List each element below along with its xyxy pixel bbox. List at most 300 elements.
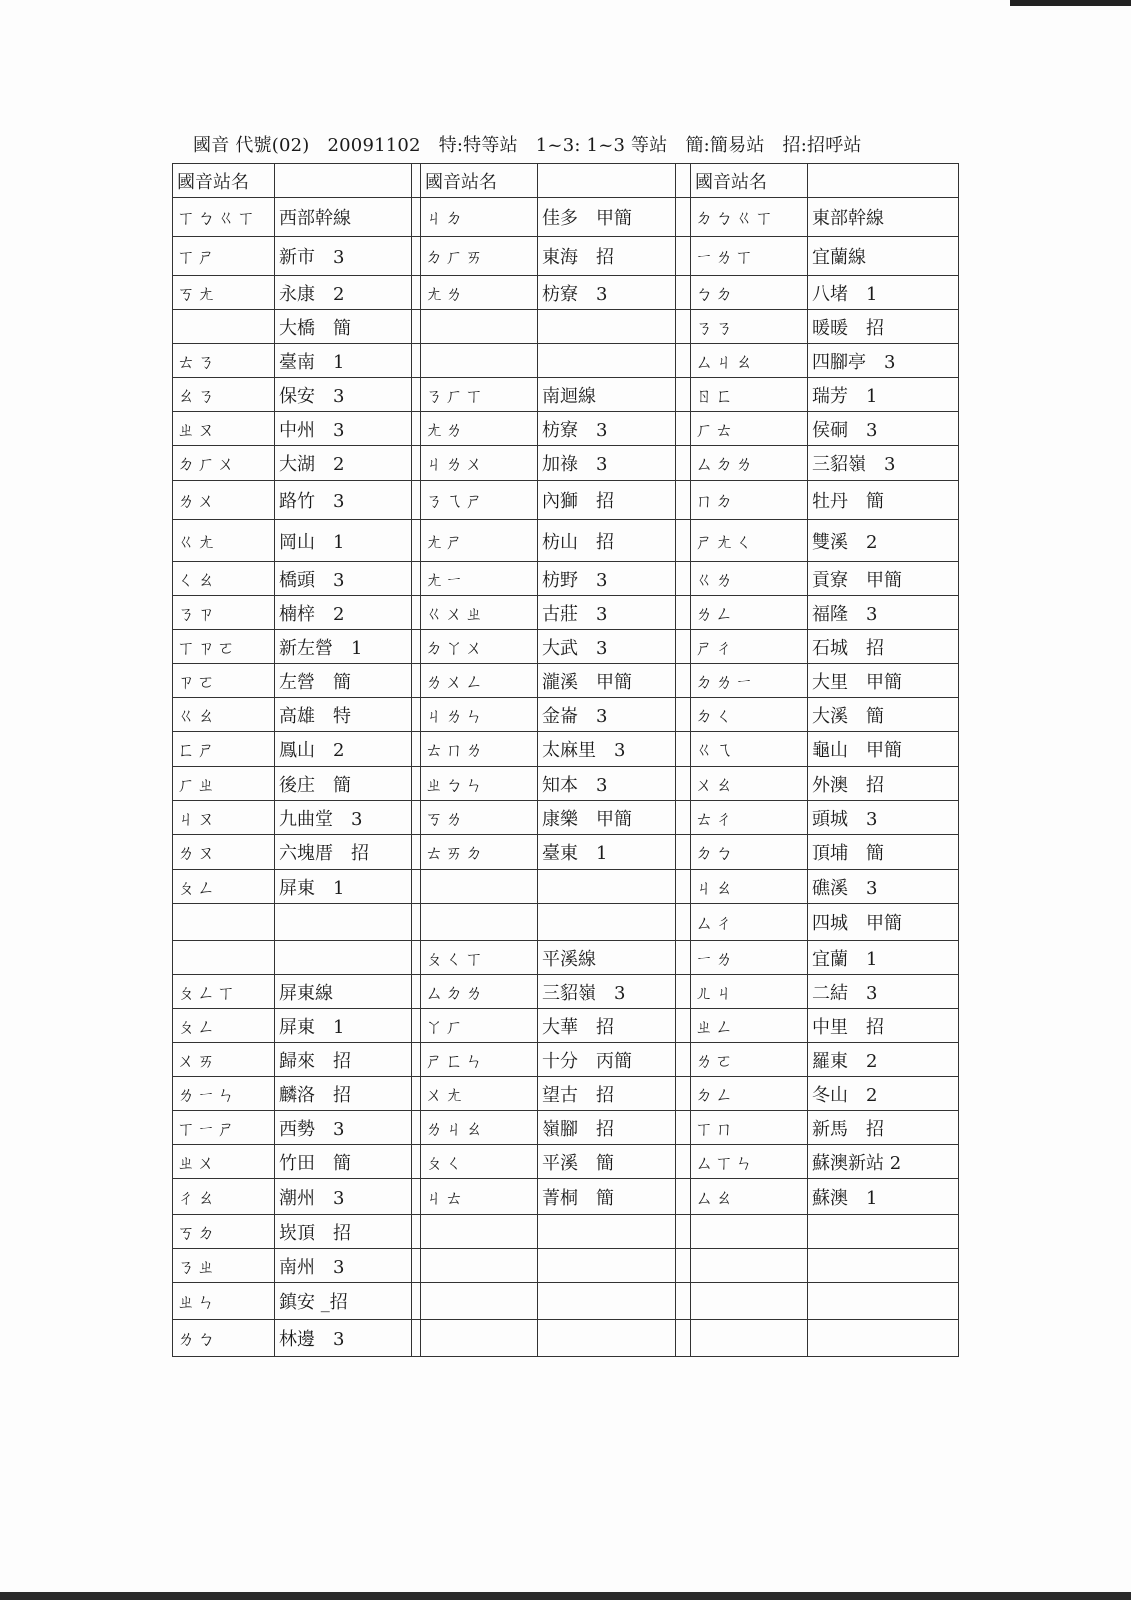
table-row	[173, 520, 959, 562]
zhuyin-code-cell: ㄓㄨ	[173, 1145, 275, 1179]
station-name-cell: 潮州 3	[275, 1179, 412, 1215]
station-name-cell: 大橋 簡	[275, 310, 412, 344]
column-gap	[412, 698, 421, 732]
column-gap	[412, 276, 421, 310]
station-name-cell: 貢寮 甲簡	[808, 562, 959, 596]
zhuyin-code-cell: ㄖㄈ	[691, 378, 808, 412]
column-gap	[676, 1249, 691, 1283]
header-title: 國音 代號(02)	[193, 135, 310, 156]
station-name-cell: 福隆 3	[808, 596, 959, 630]
station-name-cell: 竹田 簡	[275, 1145, 412, 1179]
column-gap	[676, 1145, 691, 1179]
station-name-cell: 四腳亭 3	[808, 344, 959, 378]
column-gap	[676, 904, 691, 941]
station-name-cell	[808, 1215, 959, 1249]
station-name-cell: 太麻里 3	[538, 732, 676, 767]
station-name-cell: 屏東線	[275, 975, 412, 1009]
zhuyin-code-cell: ㄓㄣ	[173, 1283, 275, 1320]
zhuyin-code-cell: ㄋㄗ	[173, 596, 275, 630]
station-name-cell: 羅東 2	[808, 1043, 959, 1077]
table-row	[173, 975, 959, 1009]
table-row	[173, 237, 959, 276]
column-gap	[676, 310, 691, 344]
station-name-cell: 後庄 簡	[275, 767, 412, 801]
zhuyin-code-cell	[173, 941, 275, 975]
zhuyin-code-cell: ㄗㄛ	[173, 664, 275, 698]
station-name-cell: 西勢 3	[275, 1111, 412, 1145]
zhuyin-code-cell: ㄏㄊ	[691, 412, 808, 446]
station-name-cell: 雙溪 2	[808, 520, 959, 562]
col-header-blank	[275, 164, 412, 198]
zhuyin-code-cell	[691, 1215, 808, 1249]
table-row	[173, 1179, 959, 1215]
table-row	[173, 198, 959, 237]
scan-edge-bottom	[0, 1592, 1131, 1600]
zhuyin-code-cell: ㄐㄡ	[173, 801, 275, 835]
station-name-cell: 頂埔 簡	[808, 835, 959, 870]
column-gap	[676, 941, 691, 975]
station-name-cell: 鎮安 _招	[275, 1283, 412, 1320]
column-gap	[412, 630, 421, 664]
header-row	[173, 164, 959, 198]
column-gap	[676, 276, 691, 310]
station-name-cell: 崁頂 招	[275, 1215, 412, 1249]
column-gap	[676, 412, 691, 446]
station-name-cell	[538, 1283, 676, 1320]
column-gap	[676, 446, 691, 481]
station-name-cell	[808, 1283, 959, 1320]
station-name-cell: 中里 招	[808, 1009, 959, 1043]
column-gap	[676, 732, 691, 767]
station-name-cell: 西部幹線	[275, 198, 412, 237]
zhuyin-code-cell	[421, 1249, 538, 1283]
station-name-cell: 加祿 3	[538, 446, 676, 481]
zhuyin-code-cell	[421, 344, 538, 378]
column-gap	[676, 664, 691, 698]
station-name-cell: 石城 招	[808, 630, 959, 664]
legend-class: 1~3: 1~3 等站	[535, 135, 668, 156]
column-gap	[676, 481, 691, 520]
column-gap	[412, 1179, 421, 1215]
column-gap	[676, 1009, 691, 1043]
zhuyin-code-cell	[691, 1249, 808, 1283]
station-name-cell: 南州 3	[275, 1249, 412, 1283]
zhuyin-code-cell: ㄧㄌ	[691, 941, 808, 975]
zhuyin-code-cell: ㄦㄐ	[691, 975, 808, 1009]
column-gap	[676, 562, 691, 596]
zhuyin-code-cell: ㄒㄗㄛ	[173, 630, 275, 664]
station-name-cell: 林邊 3	[275, 1320, 412, 1357]
column-gap	[412, 1111, 421, 1145]
zhuyin-code-cell: ㄉㄥ	[691, 1077, 808, 1111]
column-gap	[412, 446, 421, 481]
column-gap	[676, 767, 691, 801]
zhuyin-code-cell	[421, 310, 538, 344]
station-name-cell	[538, 904, 676, 941]
column-gap	[412, 164, 421, 198]
zhuyin-code-cell	[691, 1320, 808, 1357]
zhuyin-code-cell: ㄊㄞㄉ	[421, 835, 538, 870]
column-gap	[412, 941, 421, 975]
station-table	[172, 163, 959, 1357]
station-name-cell: 中州 3	[275, 412, 412, 446]
station-name-cell: 鳳山 2	[275, 732, 412, 767]
station-name-cell	[538, 344, 676, 378]
station-name-cell	[275, 941, 412, 975]
station-name-cell: 嶺腳 招	[538, 1111, 676, 1145]
station-name-cell: 保安 3	[275, 378, 412, 412]
station-name-cell: 麟洛 招	[275, 1077, 412, 1111]
zhuyin-code-cell: ㄌㄅ	[173, 1320, 275, 1357]
table-row	[173, 664, 959, 698]
zhuyin-code-cell: ㄐㄌㄨ	[421, 446, 538, 481]
station-name-cell: 金崙 3	[538, 698, 676, 732]
column-gap	[412, 1283, 421, 1320]
zhuyin-code-cell	[421, 1215, 538, 1249]
zhuyin-code-cell: ㄐㄌㄣ	[421, 698, 538, 732]
station-name-cell: 左營 簡	[275, 664, 412, 698]
zhuyin-code-cell: ㄤㄌ	[421, 412, 538, 446]
column-gap	[676, 1179, 691, 1215]
column-gap	[676, 1320, 691, 1357]
table-row	[173, 1009, 959, 1043]
station-name-cell	[275, 904, 412, 941]
station-name-cell: 古莊 3	[538, 596, 676, 630]
zhuyin-code-cell: ㄑㄠ	[173, 562, 275, 596]
station-name-cell: 內獅 招	[538, 481, 676, 520]
zhuyin-code-cell	[421, 1283, 538, 1320]
zhuyin-code-cell: ㄕㄈㄣ	[421, 1043, 538, 1077]
station-name-cell: 枋寮 3	[538, 276, 676, 310]
table-row	[173, 378, 959, 412]
column-gap	[412, 412, 421, 446]
column-gap	[676, 630, 691, 664]
zhuyin-code-cell: ㄇㄉ	[691, 481, 808, 520]
zhuyin-code-cell: ㄌㄡ	[173, 835, 275, 870]
zhuyin-code-cell: ㄋㄏㄒ	[421, 378, 538, 412]
table-row	[173, 596, 959, 630]
table-row	[173, 941, 959, 975]
station-name-cell: 臺南 1	[275, 344, 412, 378]
station-name-cell	[538, 310, 676, 344]
zhuyin-code-cell: ㄙㄔ	[691, 904, 808, 941]
column-gap	[412, 310, 421, 344]
station-name-cell: 八堵 1	[808, 276, 959, 310]
zhuyin-code-cell: ㄎㄉ	[173, 1215, 275, 1249]
station-name-cell: 蘇澳新站 2	[808, 1145, 959, 1179]
table-row	[173, 835, 959, 870]
table-row	[173, 1283, 959, 1320]
zhuyin-code-cell: ㄆㄥ	[173, 870, 275, 904]
column-gap	[676, 698, 691, 732]
zhuyin-code-cell: ㄕㄔ	[691, 630, 808, 664]
station-name-cell: 望古 招	[538, 1077, 676, 1111]
station-name-cell: 平溪 簡	[538, 1145, 676, 1179]
zhuyin-code-cell: ㄨㄞ	[173, 1043, 275, 1077]
zhuyin-code-cell: ㄊㄔ	[691, 801, 808, 835]
table-row	[173, 630, 959, 664]
station-name-cell: 宜蘭 1	[808, 941, 959, 975]
col-header-1: 國音站名	[173, 164, 275, 198]
zhuyin-code-cell: ㄌㄥ	[691, 596, 808, 630]
zhuyin-code-cell: ㄆㄥ	[173, 1009, 275, 1043]
column-gap	[412, 1249, 421, 1283]
column-gap	[676, 520, 691, 562]
station-name-cell: 臺東 1	[538, 835, 676, 870]
station-name-cell: 枋寮 3	[538, 412, 676, 446]
zhuyin-code-cell	[173, 904, 275, 941]
table-row	[173, 562, 959, 596]
zhuyin-code-cell: ㄊㄋ	[173, 344, 275, 378]
zhuyin-code-cell: ㄕㄤㄑ	[691, 520, 808, 562]
station-name-cell: 瑞芳 1	[808, 378, 959, 412]
table-row	[173, 1077, 959, 1111]
zhuyin-code-cell: ㄍㄠ	[173, 698, 275, 732]
zhuyin-code-cell: ㄋㄓ	[173, 1249, 275, 1283]
zhuyin-code-cell: ㄉㄏㄞ	[421, 237, 538, 276]
zhuyin-code-cell: ㄒㄇ	[691, 1111, 808, 1145]
zhuyin-code-cell: ㄉㄏㄨ	[173, 446, 275, 481]
station-name-cell: 知本 3	[538, 767, 676, 801]
table-row	[173, 1145, 959, 1179]
zhuyin-code-cell: ㄏㄓ	[173, 767, 275, 801]
table-row	[173, 1320, 959, 1357]
station-name-cell: 二結 3	[808, 975, 959, 1009]
legend-simple: 簡:簡易站	[685, 135, 765, 156]
legend-call: 招:招呼站	[782, 135, 862, 156]
column-gap	[676, 835, 691, 870]
zhuyin-code-cell: ㄉㄑ	[691, 698, 808, 732]
header-date: 20091102	[327, 135, 421, 156]
column-gap	[412, 520, 421, 562]
zhuyin-code-cell: ㄐㄊ	[421, 1179, 538, 1215]
station-name-cell: 枋野 3	[538, 562, 676, 596]
station-name-cell: 四城 甲簡	[808, 904, 959, 941]
zhuyin-code-cell: ㄉㄌㄧ	[691, 664, 808, 698]
zhuyin-code-cell: ㄍㄤ	[173, 520, 275, 562]
station-name-cell: 大華 招	[538, 1009, 676, 1043]
zhuyin-code-cell: ㄓㄥ	[691, 1009, 808, 1043]
column-gap	[412, 767, 421, 801]
table-row	[173, 446, 959, 481]
station-name-cell: 菁桐 簡	[538, 1179, 676, 1215]
column-gap	[412, 378, 421, 412]
station-name-cell: 新馬 招	[808, 1111, 959, 1145]
station-name-cell: 東海 招	[538, 237, 676, 276]
zhuyin-code-cell: ㄤㄕ	[421, 520, 538, 562]
zhuyin-code-cell: ㄈㄕ	[173, 732, 275, 767]
zhuyin-code-cell: ㄧㄌㄒ	[691, 237, 808, 276]
zhuyin-code-cell	[421, 870, 538, 904]
col-header-blank	[538, 164, 676, 198]
zhuyin-code-cell: ㄤㄌ	[421, 276, 538, 310]
table-row	[173, 344, 959, 378]
zhuyin-code-cell	[173, 310, 275, 344]
zhuyin-code-cell: ㄅㄉ	[691, 276, 808, 310]
zhuyin-code-cell: ㄙㄐㄠ	[691, 344, 808, 378]
table-row	[173, 481, 959, 520]
station-name-cell: 六塊厝 招	[275, 835, 412, 870]
station-name-cell	[538, 1215, 676, 1249]
zhuyin-code-cell: ㄙㄠ	[691, 1179, 808, 1215]
zhuyin-code-cell	[421, 1320, 538, 1357]
zhuyin-code-cell: ㄍㄟ	[691, 732, 808, 767]
column-gap	[676, 596, 691, 630]
zhuyin-code-cell: ㄍㄨㄓ	[421, 596, 538, 630]
zhuyin-code-cell: ㄆㄥㄒ	[173, 975, 275, 1009]
column-gap	[412, 870, 421, 904]
zhuyin-code-cell: ㄓㄡ	[173, 412, 275, 446]
zhuyin-code-cell: ㄉㄚㄨ	[421, 630, 538, 664]
column-gap	[676, 1111, 691, 1145]
column-gap	[676, 344, 691, 378]
station-name-cell: 大里 甲簡	[808, 664, 959, 698]
column-gap	[412, 1077, 421, 1111]
column-gap	[412, 596, 421, 630]
document-header	[193, 131, 880, 157]
station-name-cell: 瀧溪 甲簡	[538, 664, 676, 698]
station-name-cell	[538, 1249, 676, 1283]
scan-edge-top	[1010, 0, 1131, 6]
column-gap	[676, 237, 691, 276]
table-row	[173, 698, 959, 732]
column-gap	[676, 164, 691, 198]
legend-special: 特:特等站	[438, 135, 518, 156]
zhuyin-code-cell: ㄤㄧ	[421, 562, 538, 596]
station-name-cell: 礁溪 3	[808, 870, 959, 904]
column-gap	[412, 562, 421, 596]
station-name-cell: 九曲堂 3	[275, 801, 412, 835]
station-name-cell: 宜蘭線	[808, 237, 959, 276]
table-row	[173, 870, 959, 904]
station-name-cell: 東部幹線	[808, 198, 959, 237]
station-name-cell: 康樂 甲簡	[538, 801, 676, 835]
station-name-cell: 屏東 1	[275, 1009, 412, 1043]
zhuyin-code-cell: ㄓㄅㄣ	[421, 767, 538, 801]
station-name-cell: 新左營 1	[275, 630, 412, 664]
column-gap	[676, 1215, 691, 1249]
zhuyin-code-cell: ㄙㄉㄌ	[691, 446, 808, 481]
column-gap	[412, 237, 421, 276]
column-gap	[412, 904, 421, 941]
zhuyin-code-cell: ㄠㄋ	[173, 378, 275, 412]
column-gap	[412, 198, 421, 237]
station-name-cell: 新市 3	[275, 237, 412, 276]
col-header-blank	[808, 164, 959, 198]
table-row	[173, 732, 959, 767]
station-name-cell	[538, 1320, 676, 1357]
table-row	[173, 1111, 959, 1145]
zhuyin-code-cell: ㄋㄋ	[691, 310, 808, 344]
zhuyin-code-cell: ㄌㄐㄠ	[421, 1111, 538, 1145]
table-row	[173, 1249, 959, 1283]
zhuyin-code-cell: ㄎㄤ	[173, 276, 275, 310]
station-name-cell: 三貂嶺 3	[538, 975, 676, 1009]
zhuyin-code-cell: ㄌㄨㄥ	[421, 664, 538, 698]
station-name-cell: 頭城 3	[808, 801, 959, 835]
zhuyin-code-cell: ㄌㄛ	[691, 1043, 808, 1077]
column-gap	[412, 1145, 421, 1179]
zhuyin-code-cell	[421, 904, 538, 941]
station-name-cell: 十分 丙簡	[538, 1043, 676, 1077]
station-name-cell: 枋山 招	[538, 520, 676, 562]
zhuyin-code-cell	[691, 1283, 808, 1320]
station-name-cell	[538, 870, 676, 904]
column-gap	[412, 344, 421, 378]
column-gap	[676, 975, 691, 1009]
table-row	[173, 767, 959, 801]
table-row	[173, 1215, 959, 1249]
zhuyin-code-cell: ㄒㄅㄍㄒ	[173, 198, 275, 237]
zhuyin-code-cell: ㄋㄟㄕ	[421, 481, 538, 520]
zhuyin-code-cell: ㄌㄨ	[173, 481, 275, 520]
zhuyin-code-cell: ㄔㄠ	[173, 1179, 275, 1215]
column-gap	[412, 481, 421, 520]
zhuyin-code-cell: ㄌㄧㄣ	[173, 1077, 275, 1111]
column-gap	[676, 378, 691, 412]
table-row	[173, 310, 959, 344]
zhuyin-code-cell: ㄨㄤ	[421, 1077, 538, 1111]
station-name-cell: 蘇澳 1	[808, 1179, 959, 1215]
station-name-cell: 岡山 1	[275, 520, 412, 562]
station-name-cell: 路竹 3	[275, 481, 412, 520]
station-name-cell: 暖暖 招	[808, 310, 959, 344]
station-name-cell: 大溪 簡	[808, 698, 959, 732]
station-name-cell: 龜山 甲簡	[808, 732, 959, 767]
zhuyin-code-cell: ㄨㄠ	[691, 767, 808, 801]
col-header-2: 國音站名	[421, 164, 538, 198]
station-name-cell: 冬山 2	[808, 1077, 959, 1111]
station-name-cell: 佳多 甲簡	[538, 198, 676, 237]
column-gap	[412, 1043, 421, 1077]
station-name-cell: 高雄 特	[275, 698, 412, 732]
table-row	[173, 904, 959, 941]
station-name-cell: 歸來 招	[275, 1043, 412, 1077]
table-row	[173, 412, 959, 446]
station-name-cell: 南迴線	[538, 378, 676, 412]
table-row	[173, 276, 959, 310]
zhuyin-code-cell: ㄐㄠ	[691, 870, 808, 904]
zhuyin-code-cell: ㄊㄇㄌ	[421, 732, 538, 767]
zhuyin-code-cell: ㄙㄒㄣ	[691, 1145, 808, 1179]
zhuyin-code-cell: ㄒㄕ	[173, 237, 275, 276]
station-name-cell: 永康 2	[275, 276, 412, 310]
column-gap	[676, 870, 691, 904]
station-name-cell: 橋頭 3	[275, 562, 412, 596]
zhuyin-code-cell: ㄐㄉ	[421, 198, 538, 237]
station-name-cell: 屏東 1	[275, 870, 412, 904]
zhuyin-code-cell: ㄍㄌ	[691, 562, 808, 596]
station-name-cell	[808, 1249, 959, 1283]
column-gap	[412, 1215, 421, 1249]
column-gap	[676, 198, 691, 237]
zhuyin-code-cell: ㄉㄅㄍㄒ	[691, 198, 808, 237]
zhuyin-code-cell: ㄒㄧㄕ	[173, 1111, 275, 1145]
column-gap	[676, 1043, 691, 1077]
zhuyin-code-cell: ㄎㄌ	[421, 801, 538, 835]
column-gap	[412, 1009, 421, 1043]
zhuyin-code-cell: ㄆㄑ	[421, 1145, 538, 1179]
zhuyin-code-cell: ㄚㄏ	[421, 1009, 538, 1043]
station-name-cell: 平溪線	[538, 941, 676, 975]
station-name-cell: 外澳 招	[808, 767, 959, 801]
station-name-cell: 大湖 2	[275, 446, 412, 481]
column-gap	[676, 1077, 691, 1111]
station-name-cell: 侯硐 3	[808, 412, 959, 446]
column-gap	[412, 801, 421, 835]
column-gap	[412, 1320, 421, 1357]
column-gap	[412, 732, 421, 767]
